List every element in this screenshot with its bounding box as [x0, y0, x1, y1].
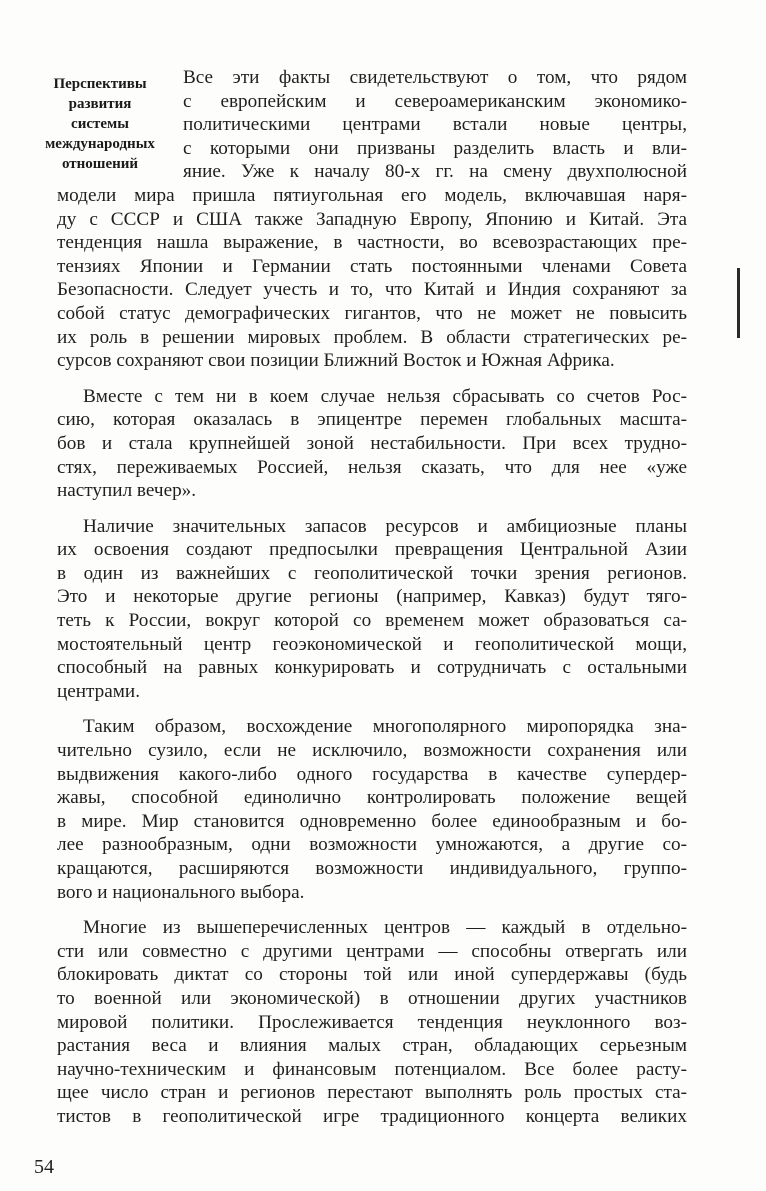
text-line: щее число стран и регионов перестают выполнять роль простых ста-	[57, 1082, 687, 1104]
paragraph	[57, 385, 687, 503]
text-line: растания веса и влияния малых стран, обладающих серьезным	[57, 1035, 687, 1057]
text-line: чительно сузило, если не исключило, возможности сохранения или	[57, 740, 687, 762]
text-line: тистов в геополитической игре традиционного концерта великих	[57, 1105, 687, 1127]
paragraph	[57, 66, 687, 373]
paragraph-gap	[57, 503, 687, 515]
text-line: их роль в решении мировых проблем. В области стратегических ре-	[57, 326, 687, 348]
text-line: с европейским и североамериканским экономико-	[183, 90, 687, 112]
text-line: сию, которая оказалась в эпицентре перемен глобальных масшта-	[57, 409, 687, 431]
text-line: в один из важнейших с геополитической точки зрения регионов.	[57, 562, 687, 584]
text-line: наступил вечер».	[57, 480, 197, 502]
text-line: тенденция нашла выражение, в частности, во всевозрастающих пре-	[57, 232, 687, 254]
text-line: с которыми они призваны разделить власть и вли-	[183, 137, 687, 159]
paragraph-gap	[57, 373, 687, 385]
text-line: блокировать диктат со стороны той или иной супердержавы (будь	[57, 964, 687, 986]
text-line: стях, переживаемых Россией, нельзя сказать, что для нее «уже	[57, 456, 687, 478]
text-line: ду с СССР и США также Западную Европу, Японию и Китай. Эта	[57, 208, 687, 230]
text-line: Таким образом, восхождение многополярного миропорядка зна-	[83, 716, 687, 738]
paragraph-gap	[57, 904, 687, 916]
side-heading-line: развития	[68, 96, 132, 112]
text-line: Это и некоторые другие регионы (например, Кавказ) будут тяго-	[57, 586, 687, 608]
page-number: 54	[34, 1156, 54, 1178]
text-line: сурсов сохраняют свои позиции Ближний Восток и Южная Африка.	[57, 350, 615, 372]
paragraph	[57, 916, 687, 1128]
text-line: центрами.	[57, 680, 140, 702]
text-line: мировой политики. Прослеживается тенденция неуклонного воз-	[57, 1011, 687, 1033]
margin-mark	[737, 268, 740, 338]
text-line: тензиях Японии и Германии стать постоянными членами Совета	[57, 255, 687, 277]
body-text	[57, 66, 687, 1129]
paragraph	[57, 515, 687, 704]
text-line: Вместе с тем ни в коем случае нельзя сбрасывать со счетов Рос-	[83, 385, 687, 407]
text-line: то военной или экономической) в отношении других участников	[57, 987, 687, 1009]
side-heading-line: Перспективы	[53, 76, 147, 92]
paragraph-gap	[57, 703, 687, 715]
side-heading-line: международных	[45, 136, 155, 152]
side-heading-line: системы	[71, 116, 129, 132]
text-line: бов и стала крупнейшей зоной нестабильности. При всех трудно-	[57, 432, 687, 454]
text-line: вого и национального выбора.	[57, 881, 305, 903]
text-line: выдвижения какого-либо одного государства в качестве супердер-	[57, 763, 687, 785]
text-line: Безопасности. Следует учесть и то, что Китай и Индия сохраняют за	[57, 279, 687, 301]
side-heading-line: отношений	[61, 156, 139, 172]
text-line: мостоятельный центр геоэкономической и геополитической мощи,	[57, 633, 687, 655]
text-line: жавы, способной единолично контролировать положение вещей	[57, 787, 687, 809]
text-line: Наличие значительных запасов ресурсов и амбициозные планы	[83, 515, 687, 537]
text-line: способный на равных конкурировать и сотрудничать с остальными	[57, 657, 687, 679]
text-line: научно-техническим и финансовым потенциалом. Все более расту-	[57, 1058, 687, 1080]
text-line: Все эти факты свидетельствуют о том, что рядом	[183, 67, 687, 88]
text-line: яние. Уже к началу 80-х гг. на смену двухполюсной	[183, 161, 687, 183]
text-line: кращаются, расширяются возможности индивидуального, группо-	[57, 858, 687, 879]
paragraph	[57, 715, 687, 904]
text-line: модели мира пришла пятиугольная его модель, включавшая наря-	[57, 184, 687, 206]
text-line: политическими центрами встали новые центры,	[183, 114, 687, 136]
text-line: в мире. Мир становится одновременно более единообразным и бо-	[57, 810, 687, 832]
text-line: собой статус демографических гигантов, что не может не повысить	[57, 302, 687, 324]
text-line: теть к России, вокруг которой со временем может образоваться са-	[57, 610, 687, 632]
text-line: лее разнообразным, одни возможности умножаются, а другие со-	[57, 834, 687, 856]
text-line: Многие из вышеперечисленных центров — каждый в отдельно-	[83, 917, 687, 939]
text-line: их освоения создают предпосылки превращения Центральной Азии	[57, 539, 687, 561]
text-line: сти или совместно с другими центрами — способны отвергать или	[57, 940, 687, 962]
